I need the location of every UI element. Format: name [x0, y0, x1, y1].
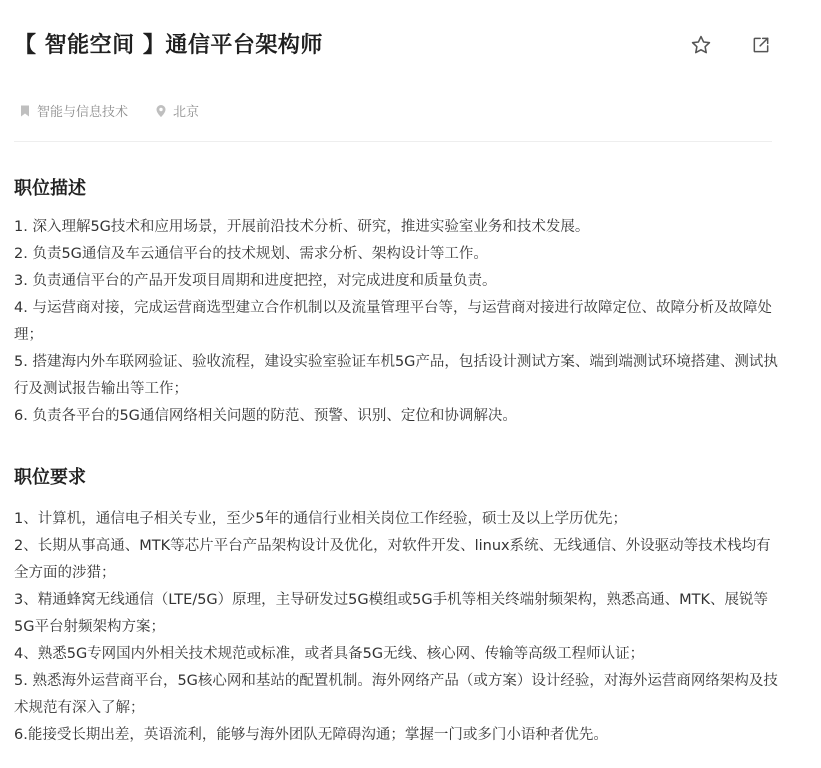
- description-item: 4. 与运营商对接，完成运营商选型建立合作机制以及流量管理平台等，与运营商对接进行故障定位、故障分析及故障处理；: [14, 300, 772, 343]
- description-item: 3. 负责通信平台的产品开发项目周期和进度把控，对完成进度和质量负责。: [14, 273, 497, 289]
- requirements-list: [14, 506, 784, 749]
- requirement-item: 5. 熟悉海外运营商平台，5G核心网和基站的配置机制。海外网络产品（或方案）设计经验，对海外运营商网络架构及技术规范有深入了解；: [14, 673, 778, 716]
- description-heading: 职位描述: [14, 178, 86, 199]
- bookmark-icon: [18, 104, 32, 118]
- job-title: 【 智能空间 】通信平台架构师: [14, 33, 323, 58]
- description-item: 1. 深入理解5G技术和应用场景，开展前沿技术分析、研究，推进实验室业务和技术发展。: [14, 219, 590, 235]
- job-meta: [18, 101, 199, 120]
- requirement-item: 6.能接受长期出差，英语流利，能够与海外团队无障碍沟通；掌握一门或多门小语种者优先。: [14, 727, 608, 743]
- requirement-item: 1、计算机，通信电子相关专业，至少5年的通信行业相关岗位工作经验，硕士及以上学历优先；: [14, 511, 627, 527]
- description-item: 6. 负责各平台的5G通信网络相关问题的防范、预警、识别、定位和协调解决。: [14, 408, 517, 424]
- description-item: 5. 搭建海内外车联网验证、验收流程，建设实验室验证车机5G产品，包括设计测试方案、端到端测试环境搭建、测试执行及测试报告输出等工作；: [14, 354, 778, 397]
- share-icon: [751, 35, 771, 55]
- header-divider: [14, 141, 772, 142]
- location-pin-icon: [154, 104, 168, 118]
- job-category-label: 智能与信息技术: [37, 105, 129, 120]
- requirement-item: 2、长期从事高通、MTK等芯片平台产品架构设计及优化，对软件开发、linux系统、无线通信、外设驱动等技术栈均有全方面的涉猎；: [14, 538, 771, 581]
- requirement-item: 4、熟悉5G专网国内外相关技术规范或标准，或者具备5G无线、核心网、传输等高级工程师认证；: [14, 646, 645, 662]
- description-list: [14, 214, 784, 430]
- requirements-heading: 职位要求: [14, 467, 86, 488]
- header-actions: [688, 32, 774, 58]
- favorite-button[interactable]: [688, 32, 714, 58]
- requirement-item: 3、精通蜂窝无线通信（LTE/5G）原理，主导研发过5G模组或5G手机等相关终端射频架构，熟悉高通、MTK、展锐等5G平台射频架构方案；: [14, 592, 768, 635]
- star-outline-icon: [690, 34, 712, 56]
- job-location: [154, 101, 199, 120]
- share-button[interactable]: [748, 32, 774, 58]
- job-category: [18, 101, 128, 120]
- job-location-label: 北京: [173, 105, 200, 120]
- description-item: 2. 负责5G通信及车云通信平台的技术规划、需求分析、架构设计等工作。: [14, 246, 488, 262]
